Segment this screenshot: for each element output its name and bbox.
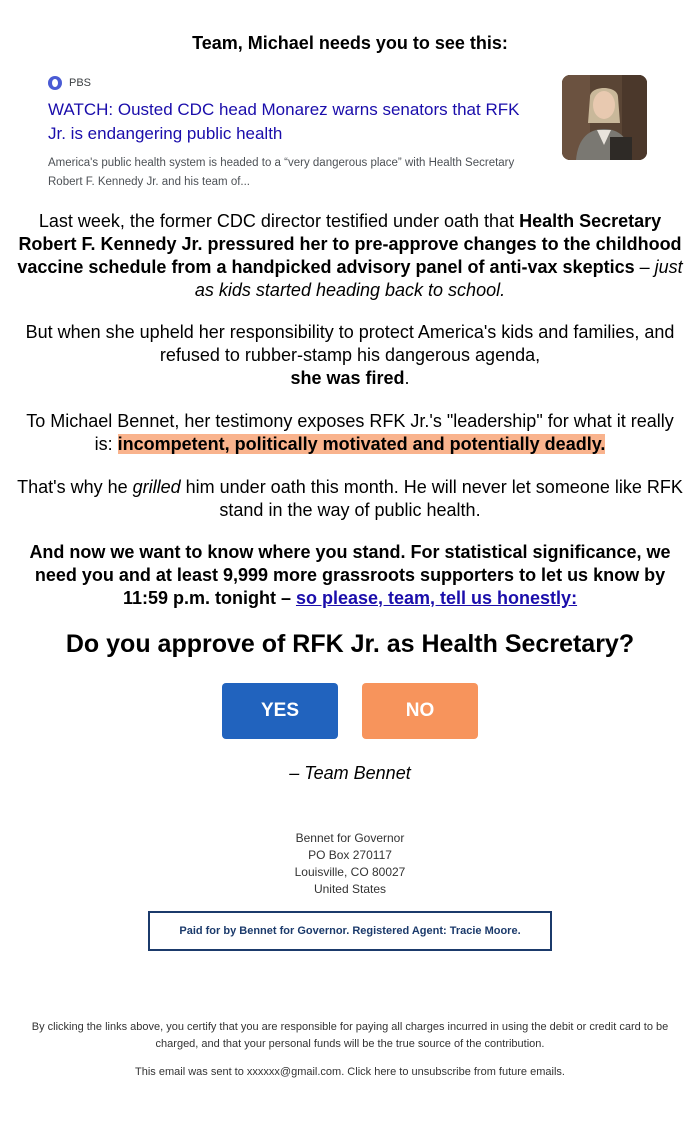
email-headline: Team, Michael needs you to see this: [192,33,508,53]
tell-us-link[interactable]: so please, team, tell us honestly: [295,588,578,608]
mailing-address [0,830,700,898]
contribution-disclaimer: By clicking the links above, you certify that you are responsible for paying all charges incurred in using the debit or credit card to be charged, and that your personal funds will be the true source of the contribution. [31,1021,669,1050]
news-card-snippet: America's public health system is headed to a “very dangerous place” with Health Secretary Robert F. Kennedy Jr. and his team of... [48,157,515,188]
address-country: United States [313,882,387,896]
news-source [48,74,91,92]
news-card[interactable] [48,74,648,194]
news-card-title[interactable]: WATCH: Ousted CDC head Monarez warns senators that RFK Jr. is endangering public health [48,100,520,143]
news-source-name: PBS [69,77,92,89]
paragraph-fired: But when she upheld her responsibility to protect America's kids and families, and refused to rubber-stamp his dangerous agenda, she was fired. [25,322,675,388]
paragraph-testimony: Last week, the former CDC director testified under oath that Health Secretary Robert F. Kennedy Jr. pressured her to pre-approve changes to the childhood vaccine schedule from a handpicked advisory panel of anti-vax skeptics – just as kids started heading back to school. [17,211,683,300]
poll-question: Do you approve of RFK Jr. as Health Secretary? [65,630,635,658]
unsubscribe-notice[interactable]: This email was sent to xxxxxx@gmail.com. Click here to unsubscribe from future emails. [135,1066,565,1078]
paragraph-bennet-view: To Michael Bennet, her testimony exposes RFK Jr.'s "leadership" for what it really is: incompetent, politically motivated and potentially deadly. [26,411,674,454]
paragraph-grilled: That's why he grilled him under oath this month. He will never let someone like RFK stand in the way of public health. [17,477,683,520]
yes-button[interactable]: YES [222,683,338,739]
signoff: – Team Bennet [289,763,411,783]
address-box: PO Box 270117 [308,848,392,862]
address-org: Bennet for Governor [295,831,405,845]
paid-for-disclaimer: Paid for by Bennet for Governor. Registered Agent: Tracie Moore. [148,911,552,951]
address-city: Louisville, CO 80027 [294,865,406,879]
highlighted-text: incompetent, politically motivated and potentially deadly. [117,434,606,454]
news-thumbnail[interactable] [562,75,647,160]
paragraph-call-to-action: And now we want to know where you stand. For statistical significance, we need you and at least 9,999 more grassroots supporters to let us know by 11:59 p.m. tonight – so please, team, tell us honestly: [29,542,671,608]
no-button[interactable]: NO [362,683,478,739]
pbs-logo-icon [48,76,62,90]
